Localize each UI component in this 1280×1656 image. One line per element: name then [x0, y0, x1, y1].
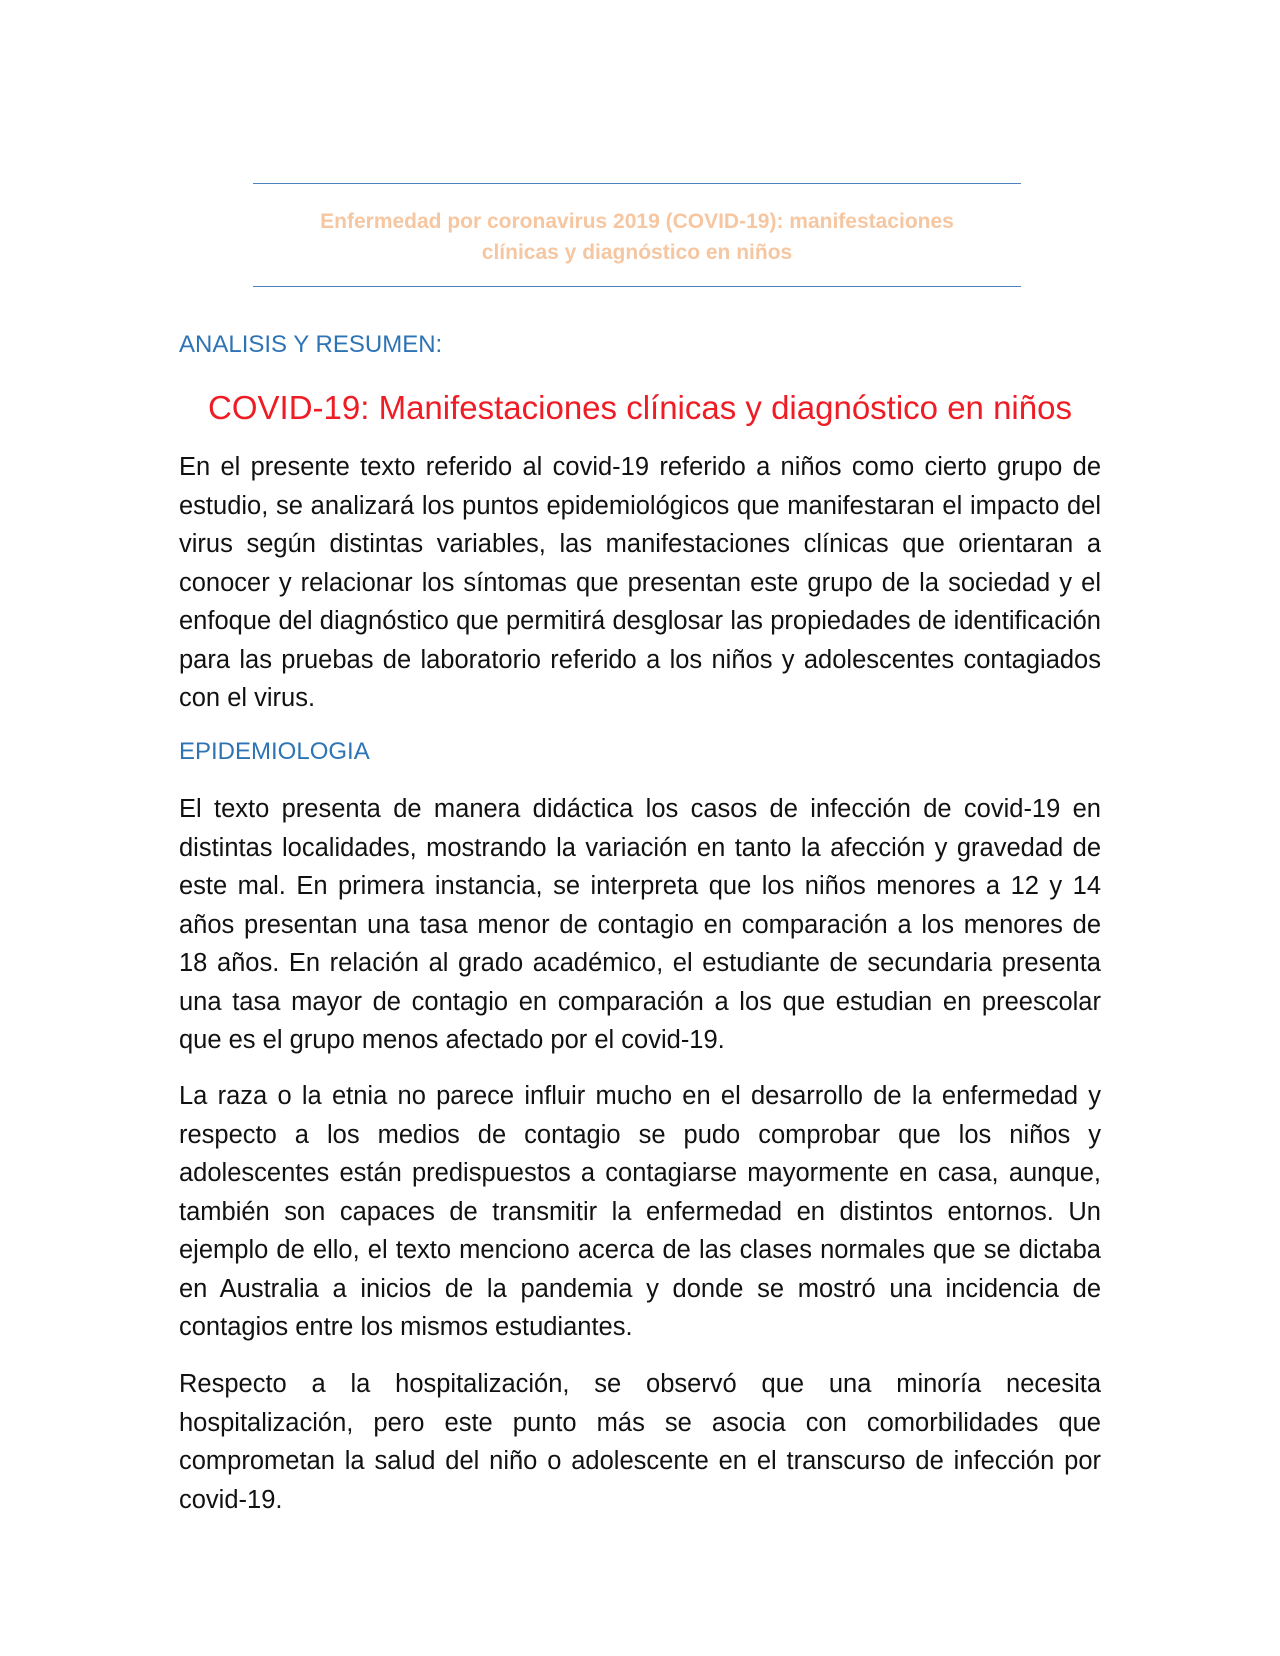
- header-title-line-2: clínicas y diagnóstico en niños: [481, 241, 793, 264]
- header-title: [253, 206, 1021, 268]
- section-heading-epidemiology: EPIDEMIOLOGIA: [179, 738, 370, 765]
- header-title-block: [253, 183, 1021, 287]
- header-title-line-1: Enfermedad por coronavirus 2019 (COVID-19): manifestaciones: [320, 210, 954, 233]
- intro-paragraph: En el presente texto referido al covid-19 referido a niños como cierto grupo de estudio, se analizará los puntos epidemiológicos que manifestaran el impacto del virus según distintas variables, las manifestaciones clínicas que orientaran a conocer y relacionar los síntomas que presentan este grupo de la sociedad y el enfoque del diagnóstico que permitirá desglosar las propiedades de identificación para las pruebas de laboratorio referido a los niños y adolescentes contagiados con el virus.: [179, 453, 1101, 712]
- body-paragraph-3: Respecto a la hospitalización, se observó que una minoría necesita hospitalización, pero este punto más se asocia con comorbilidades que comprometan la salud del niño o adolescente en el transcurso de infección por covid-19.: [179, 1370, 1101, 1514]
- main-title: COVID-19: Manifestaciones clínicas y diagnóstico en niños: [208, 389, 1072, 426]
- body-paragraph-2: La raza o la etnia no parece influir mucho en el desarrollo de la enfermedad y respecto a los medios de contagio se pudo comprobar que los niños y adolescentes están predispuestos a contagiarse mayormente en casa, aunque, también son capaces de transmitir la enfermedad en distintos entornos. Un ejemplo de ello, el texto menciono acerca de las clases normales que se dictaba en Australia a inicios de la pandemia y donde se mostró una incidencia de contagios entre los mismos estudiantes.: [179, 1082, 1101, 1341]
- section-heading-analysis: ANALISIS Y RESUMEN:: [179, 331, 443, 358]
- body-paragraph-1: El texto presenta de manera didáctica los casos de infección de covid-19 en distintas localidades, mostrando la variación en tanto la afección y gravedad de este mal. En primera instancia, se interpreta que los niños menores a 12 y 14 años presentan una tasa menor de contagio en comparación a los menores de 18 años. En relación al grado académico, el estudiante de secundaria presenta una tasa mayor de contagio en comparación a los que estudian en preescolar que es el grupo menos afectado por el covid-19.: [179, 795, 1101, 1054]
